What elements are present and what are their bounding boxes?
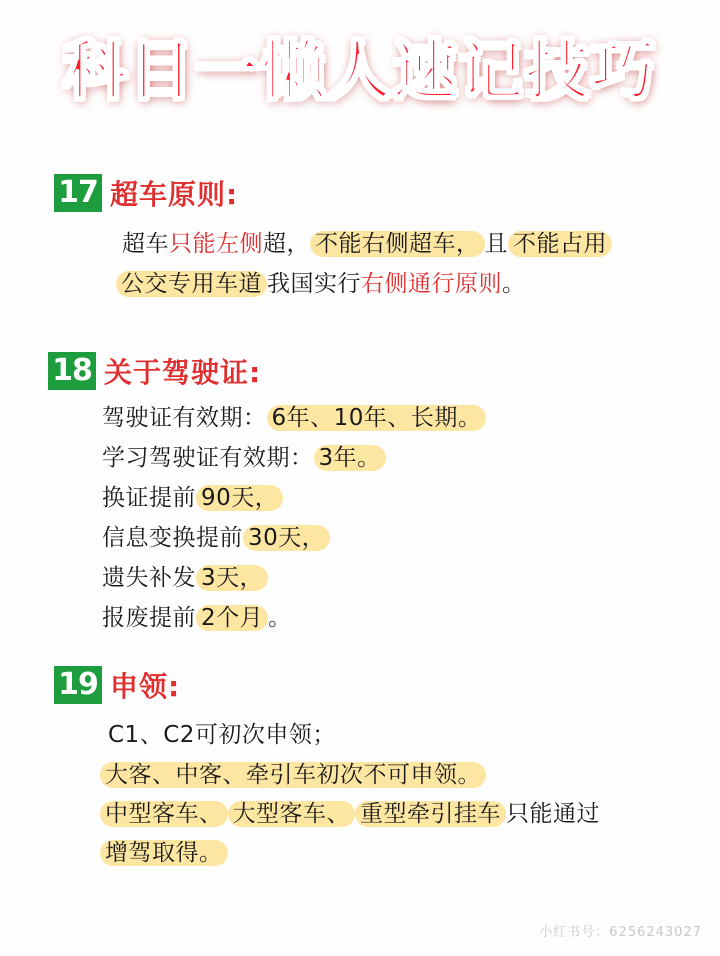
text-span: 信息变换提前: [102, 525, 243, 551]
emphasis-text: 只能左侧: [169, 231, 263, 257]
highlight-text: 2个月: [196, 605, 268, 631]
highlight-text: 3天，: [196, 565, 268, 591]
text-span: 换证提前: [102, 485, 196, 511]
section-19-header: [54, 665, 180, 705]
highlight-text: 重型牵引挂车: [355, 801, 506, 827]
highlight-text: 3年。: [314, 445, 386, 471]
section-title: 关于驾驶证:: [104, 356, 262, 389]
watermark: 小红书号：6256243027: [539, 925, 702, 940]
section-18-line-4: [102, 521, 330, 555]
section-19-line-3: [100, 797, 600, 831]
highlight-text: 不能右侧超车，: [310, 231, 485, 257]
section-number-badge: 18: [48, 352, 96, 390]
section-18-line-5: [102, 561, 268, 595]
highlight-text: 公交专用车道: [116, 271, 267, 297]
page-title: 科目一懒人速记技巧: [63, 35, 657, 109]
section-18-line-1: [102, 401, 486, 435]
section-number-badge: 17: [54, 174, 102, 212]
section-17-header: [54, 173, 238, 213]
section-18-header: [48, 351, 261, 391]
text-span: 且: [484, 231, 508, 257]
section-18-line-6: [102, 601, 292, 635]
section-19-line-1: C1、C2可初次申领；: [108, 722, 336, 748]
section-title: 超车原则:: [110, 178, 239, 211]
text-span: 超，: [263, 231, 310, 257]
highlight-text: 大客、中客、牵引车初次不可申领。: [100, 762, 486, 788]
highlight-text: 不能占用: [508, 231, 612, 257]
section-19-line-2: [100, 758, 486, 792]
text-span: 驾驶证有效期：: [102, 405, 267, 431]
highlight-text: 30天，: [243, 525, 330, 551]
text-span: 我国实行: [267, 271, 361, 297]
text-span: 报废提前: [102, 605, 196, 631]
highlight-text: 中型客车、: [100, 801, 228, 827]
text-span: 。: [268, 605, 292, 631]
highlight-text: 6年、10年、长期。: [267, 405, 487, 431]
text-span: 学习驾驶证有效期：: [102, 445, 314, 471]
section-18-line-3: [102, 481, 283, 515]
section-17-line-2: [116, 267, 526, 301]
highlight-text: 90天，: [196, 485, 283, 511]
text-span: 超车: [122, 231, 169, 257]
section-number-badge: 19: [54, 666, 102, 704]
highlight-text: 增驾取得。: [100, 840, 228, 866]
highlight-text: 大型客车、: [228, 801, 356, 827]
section-title: 申领:: [110, 670, 181, 703]
section-18-line-2: [102, 441, 386, 475]
text-span: 只能通过: [506, 801, 600, 827]
text-span: 。: [502, 271, 526, 297]
section-17-line-1: [122, 227, 612, 261]
section-19-line-4: [100, 836, 228, 870]
text-span: 遗失补发: [102, 565, 196, 591]
emphasis-text: 右侧通行原则: [361, 271, 502, 297]
